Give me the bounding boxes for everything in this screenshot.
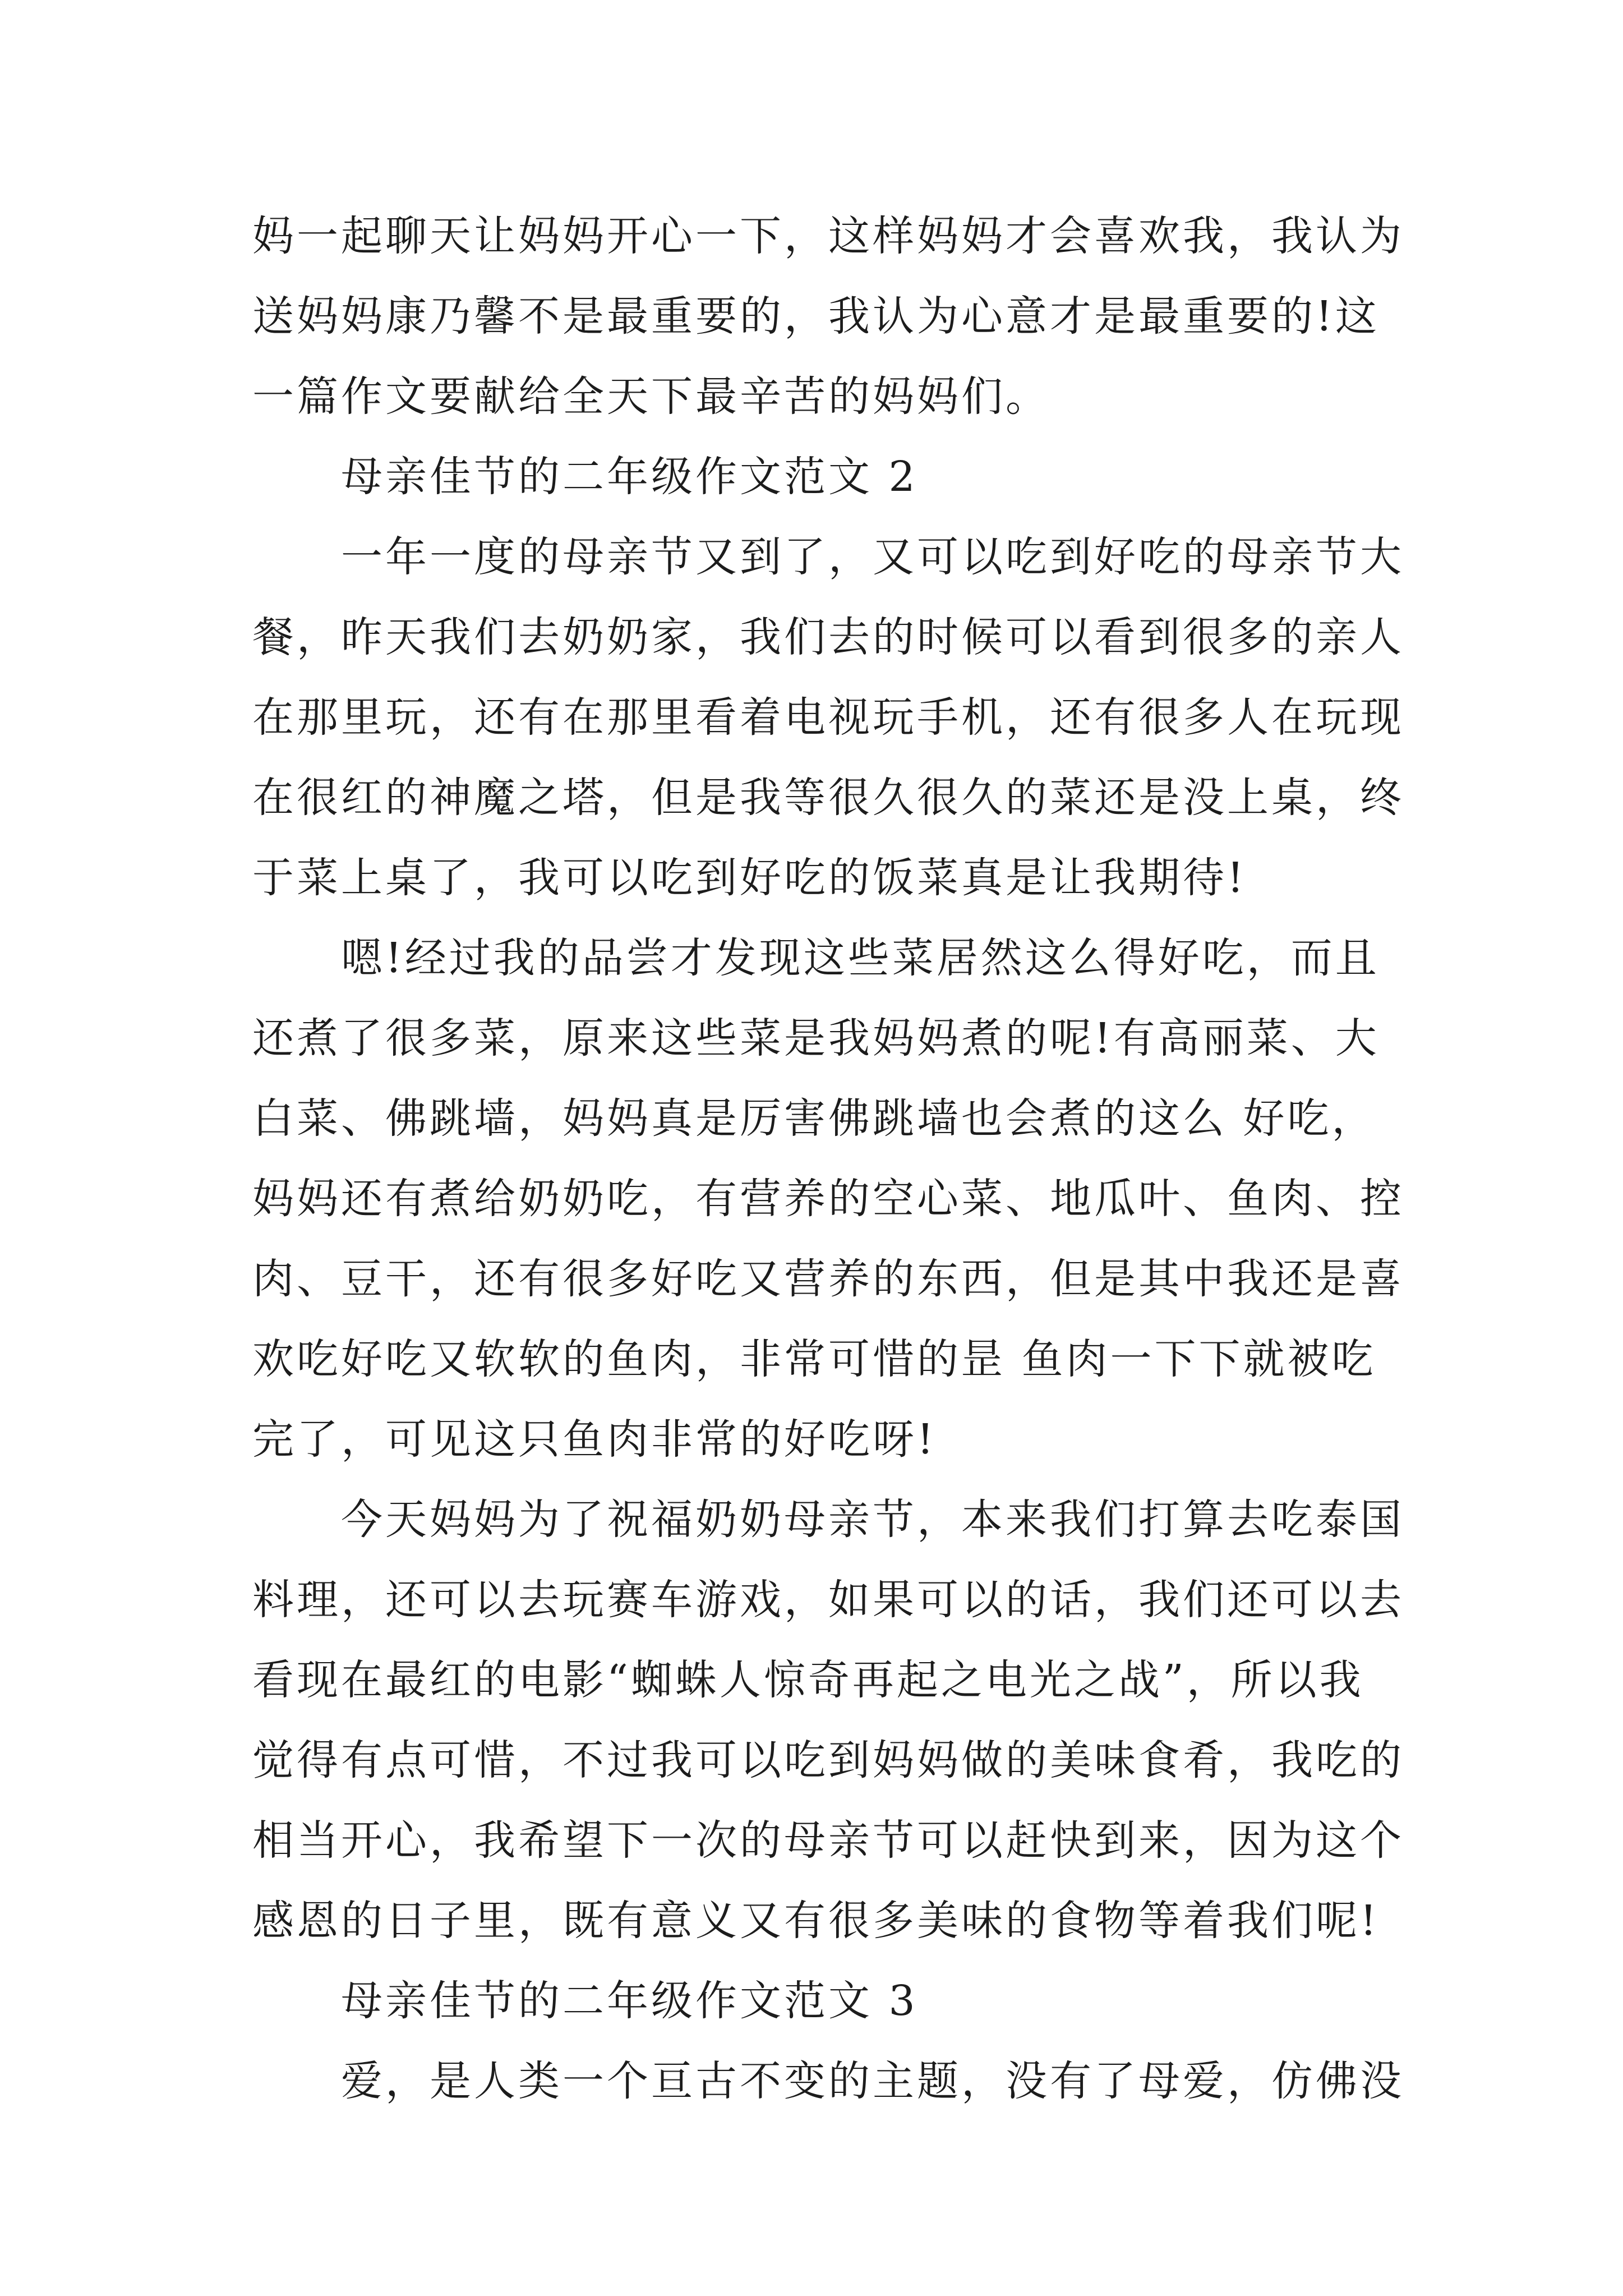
text-line: 觉得有点可惜，不过我可以吃到妈妈做的美味食肴，我吃的	[252, 1736, 1404, 1784]
text-line: 在那里玩，还有在那里看着电视玩手机，还有很多人在玩现	[252, 693, 1404, 742]
text-line: 妈妈还有煮给奶奶吃，有营养的空心菜、地瓜叶、鱼肉、控	[252, 1175, 1404, 1223]
text-line: 送妈妈康乃馨不是最重要的，我认为心意才是最重要的!这	[252, 292, 1380, 341]
text-line: 完了，可见这只鱼肉非常的好吃呀!	[252, 1415, 937, 1464]
text-line: 餐，昨天我们去奶奶家，我们去的时候可以看到很多的亲人	[252, 613, 1404, 661]
text-line: 相当开心，我希望下一次的母亲节可以赶快到来，因为这个	[252, 1816, 1404, 1865]
text-line: 料理，还可以去玩赛车游戏，如果可以的话，我们还可以去	[252, 1576, 1404, 1624]
text-line: 于菜上桌了，我可以吃到好吃的饭菜真是让我期待!	[252, 854, 1247, 902]
text-line: 在很红的神魔之塔，但是我等很久很久的菜还是没上桌，终	[252, 774, 1404, 822]
document-body	[252, 196, 1404, 2122]
text-line: 白菜、佛跳墙，妈妈真是厉害佛跳墙也会煮的这么 好吃，	[252, 1094, 1376, 1143]
text-line: 嗯!经过我的品尝才发现这些菜居然这么得好吃，而且	[252, 934, 1380, 982]
text-line: 看现在最红的电影“蜘蛛人惊奇再起之电光之战”，所以我	[252, 1656, 1364, 1704]
text-line: 妈一起聊天让妈妈开心一下，这样妈妈才会喜欢我，我认为	[252, 212, 1404, 260]
text-line: 一年一度的母亲节又到了，又可以吃到好吃的母亲节大	[252, 533, 1404, 581]
section-heading: 母亲佳节的二年级作文范文 3	[252, 1977, 918, 2025]
text-line: 肉、豆干，还有很多好吃又营养的东西，但是其中我还是喜	[252, 1255, 1404, 1303]
section-heading: 母亲佳节的二年级作文范文 2	[252, 453, 918, 501]
text-line: 还煮了很多菜，原来这些菜是我妈妈煮的呢!有高丽菜、大	[252, 1014, 1380, 1062]
text-line: 爱，是人类一个亘古不变的主题，没有了母爱，仿佛没	[252, 2057, 1404, 2105]
text-line: 今天妈妈为了祝福奶奶母亲节，本来我们打算去吃泰国	[252, 1496, 1404, 1544]
text-line: 一篇作文要献给全天下最辛苦的妈妈们。	[252, 372, 1050, 421]
text-line: 欢吃好吃又软软的鱼肉，非常可惜的昰 鱼肉一下下就被吃	[252, 1335, 1376, 1383]
text-line: 感恩的日子里，既有意义又有很多美味的食物等着我们呢!	[252, 1897, 1380, 1945]
